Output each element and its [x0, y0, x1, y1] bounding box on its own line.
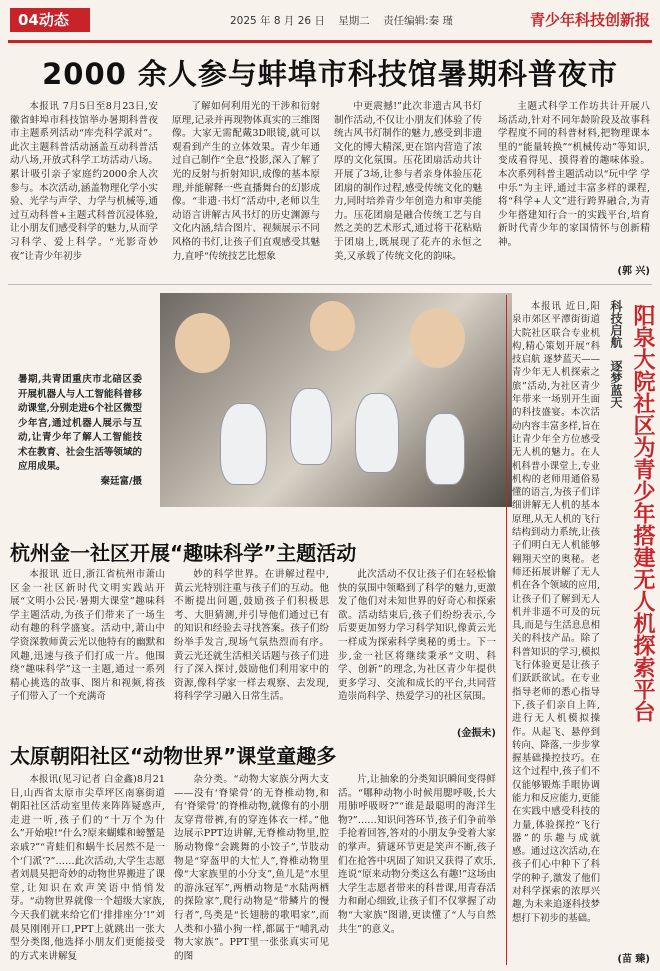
article1-column-4: 主题式科学工作坊共计开展八场活动,针对不同年龄阶段及故事科学程度不同的科普材料,把物理课本里的“能量转换”“机械传动”等知识,变成看得见、摸得着的趣味体验。本次系列科普主题活动以“玩中学 学中乐”为主评,通过丰富多样的课程,将“科学+人文”进行跨界融合,为青少年搭建知行合一的实践平台,培育新时代青少年的家国情怀与创新精神。 [498, 101, 650, 248]
article2-column-1: 本报讯 近日,浙江省杭州市萧山区金一社区新时代文明实践站开展“文明小公民·暑期大课堂”趣味科学主题活动,为孩子们带来了一场生动有趣的科学盛宴。活动中,萧山中学资深教师黄云光以他特有的幽默和风趣,迅速与孩子们打成一片。他围绕“趣味科学”这一主题,通过一系列精心挑选的故事、图片和视频,将孩子们带入了一个充满奇 [10, 569, 165, 703]
article1-column-1: 本报讯 7月5日至8月23日,安徽省蚌埠市科技馆举办暑期科普夜市主题系列活动“库壳科学派对”。此次主题科普活动涵盖互动科普活动八场,开放式科学工坊活动八场。累计吸引亲子家庭约2000余人次参与。本次活动,涵盖物理化学小实验、光学与声学、力学与机械等,通过互动科普+主题式科普沉浸体验,让小朋友们感受科学的魅力,从而学习科学、爱上科学。“光影奇妙夜”让青少年初步 [10, 101, 158, 262]
article2-byline: (金振未) [456, 728, 496, 739]
page-number-tag: 04动态 [10, 8, 90, 32]
article4-kicker-2: 逐梦蓝天 [609, 360, 623, 408]
issue-meta [230, 13, 463, 28]
issue-date: 2025 年 8 月 26 日 [230, 15, 325, 27]
robot-class-photo [160, 293, 512, 507]
article1-column-2: 了解如何利用光的干涉和衍射原理,记录并再现物体真实的三维图像。大家无需配戴3D眼镜,就可以观看到产生的立体效果。青少年通过自己制作“全息”投影,深入了解了光的反射与折射知识,成像的基本原理,并能解释一些直播舞台的幻影成像。“非遗·书灯”活动中,老师以生动语言讲解古风书灯的历史渊源与文化内涵,结合图片、视频展示不同风格的书灯,让孩子们直观感受其魅力,直呼“传统技艺比想象 [172, 101, 320, 262]
article1-headline: 2000 余人参与蚌埠市科技馆暑期科普夜市 [42, 57, 618, 91]
article4-body: 本报讯 近日,阳泉市郊区平潭街街道大院社区联合专业机构,精心策划开展“科技启航 逐梦蓝天——青少年无人机探索之旅”活动,为社区青少年带来一场别开生面的科技盛宴。本次活动内容丰富多样,旨在让青少年全方位感受无人机的魅力。在人机科普小课堂上,专业机构的老师用通俗易懂的语言,为孩子们详细讲解无人机的基本原理,从无人机的飞行结构到动力系统,让孩子们明白无人机能够翱翔天空的奥秘。老师还拓展讲解了无人机在各个领域的应用,让孩子们了解到无人机并非遥不可及的玩具,而是与生活息息相关的科技产品。除了科普知识的学习,模拟飞行体验更是让孩子们跃跃欲试。在专业指导老师的悉心指导下,孩子们亲自上阵,进行无人机模拟操作。从起飞、悬停到转向、降落,一步步掌握基础操控技巧。在这个过程中,孩子们不仅能够锻炼手眼协调能力和反应能力,更能在实践中感受科技的力量,体验探控“飞行器”的乐趣与成就感。通过这次活动,在孩子们心中种下了科学的种子,激发了他们对科学探索的浓厚兴趣,为未来追逐科技梦想打下初步的基础。 [512, 301, 600, 924]
article2-column-2: 妙的科学世界。在讲解过程中,黄云光特别注重与孩子们的互动。他不断提出问题,鼓励孩子们积极思考、大胆猜测,并引导他们通过已有的知识和经验去寻找答案。孩子们纷纷举手发言,现场气氛热烈而有序。黄云光还就生活相关话题与孩子们进行了深入探讨,鼓励他们利用家中的资源,像科学家一样去观察、去发现,将科学学习融入日常生活。 [174, 569, 329, 703]
article3-column-3: 片,让抽象的分类知识瞬间变得鲜活。“哪种动物小时候用腮呼吸,长大用肺呼吸呀?”“谁是最聪明的海洋生物?”……知识问答环节,孩子们争前举手抢着回答,答对的小朋友争受着大家的掌声。猜谜环节更是笑声不断,孩子们在抢答中巩固了知识又获得了欢乐,连说“原来动物分类这么有趣!”这场由大学生志愿者带来的科普课,用青春活力和耐心细致,让孩子们不仅掌握了动物“大家族”图谱,更读懂了“人与自然共生”的意义。 [338, 774, 496, 935]
issue-weekday: 星期二 [338, 15, 370, 27]
article4-headline: 阳泉大院社区为青少年搭建无人机探索平台 [630, 304, 655, 722]
sidebar-divider [506, 295, 507, 965]
photo-credit: 秦廷富/摄 [100, 475, 142, 487]
article3-column-2: 杂分类。“动物大家族分两大支——没有‘脊梁骨’的无脊椎动物,和有‘脊梁骨’的脊椎动物,就像有的小朋友穿背带裤,有的穿连体衣一样。”他边展示PPT边讲解,无脊椎动物里,腔肠动物像“会跳舞的小饺子”,节肢动物是“穿盔甲的大忙人”,脊椎动物里像“大家族里的小分支”,鱼儿是“水里的游泳冠军”,两栖动物是“水陆两栖的探险家”,爬行动物是“带鳞片的慢行者”,鸟类是“长翅膀的歌唱家”,而人类和小猫小狗一样,都属于“哺乳动物大家族”。PPT里一张张真实可见的图 [174, 774, 329, 962]
editor-credit: 责任编辑:秦 瑾 [383, 15, 454, 27]
article4-title-block [611, 300, 655, 870]
article3-headline: 太原朝阳社区“动物世界”课堂童趣多 [10, 744, 337, 768]
article4-byline: (苗 臻) [617, 954, 650, 965]
newspaper-logo: 青少年科技创新报 [529, 11, 650, 29]
section-divider [8, 284, 652, 285]
article4-kicker-1: 科技启航 [609, 300, 623, 348]
article3-column-1: 本报讯(见习记者 白金鑫)8月21日,山西省太原市尖草坪区南寨街道朝阳社区活动室里传来阵阵疑惑声,走进一听,孩子们的“十万个为什么”开始啦!“什么?原来蝴蝶和螃蟹是亲戚?”“青蛙们和蜗牛长居然不是一个‘门派’?”……此次活动,大学生志愿者刘晨昊把奇妙的动物世界搬进了课堂,让知识在欢声笑语中悄悄发芽。“动物世界就像一个超级大家族,今天我们就来给它们‘排排座分’!”刘晨昊刚刚开口,PPT上就跳出一张大型分类图,他选择小朋友们更能接受的方式来讲解复 [10, 774, 165, 962]
article1-column-3: 中更震撼!”此次非遗古风书灯制作活动,不仅让小朋友们体验了传统古风书灯制作的魅力,感受到非遗文化的博大精深,更在馆内营造了浓厚的文化氛围。压花团扇活动共计开展了3场,让参与者亲身体验压花团扇的制作过程,感受传统文化的魅力,同时培养青少年创造力和审美能力。压花团扇是融合传统工艺与自然之美的艺术形式,通过将干花粘贴于团扇上,既展现了花卉的永恒之美,又承载了传统文化的韵味。 [334, 101, 482, 262]
header-divider [8, 40, 652, 43]
article2-column-3: 此次活动不仅让孩子们在轻松愉快的氛围中领略到了科学的魅力,更激发了他们对未知世界的好奇心和探索欲。活动结束后,孩子们纷纷表示,今后要更加努力学习科学知识,像黄云光一样成为探索科学奥秘的勇士。下一步,金一社区将继续秉承“文明、科学、创新”的理念,为社区青少年提供更多学习、交流和成长的平台,共同营造崇尚科学、热爱学习的社区氛围。 [338, 569, 496, 703]
article1-byline: (郭 兴) [617, 266, 650, 277]
photo-caption: 暑期,共青团重庆市北碚区委开展机器人与人工智能科普移动课堂,分别走进6个社区微型少年宫,通过机器人展示与互动,让青少年了解人工智能技术在教育、社会生活等领域的应用成果。 秦廷富/摄 [18, 373, 142, 489]
article2-headline: 杭州金一社区开展“趣味科学”主题活动 [10, 541, 357, 565]
